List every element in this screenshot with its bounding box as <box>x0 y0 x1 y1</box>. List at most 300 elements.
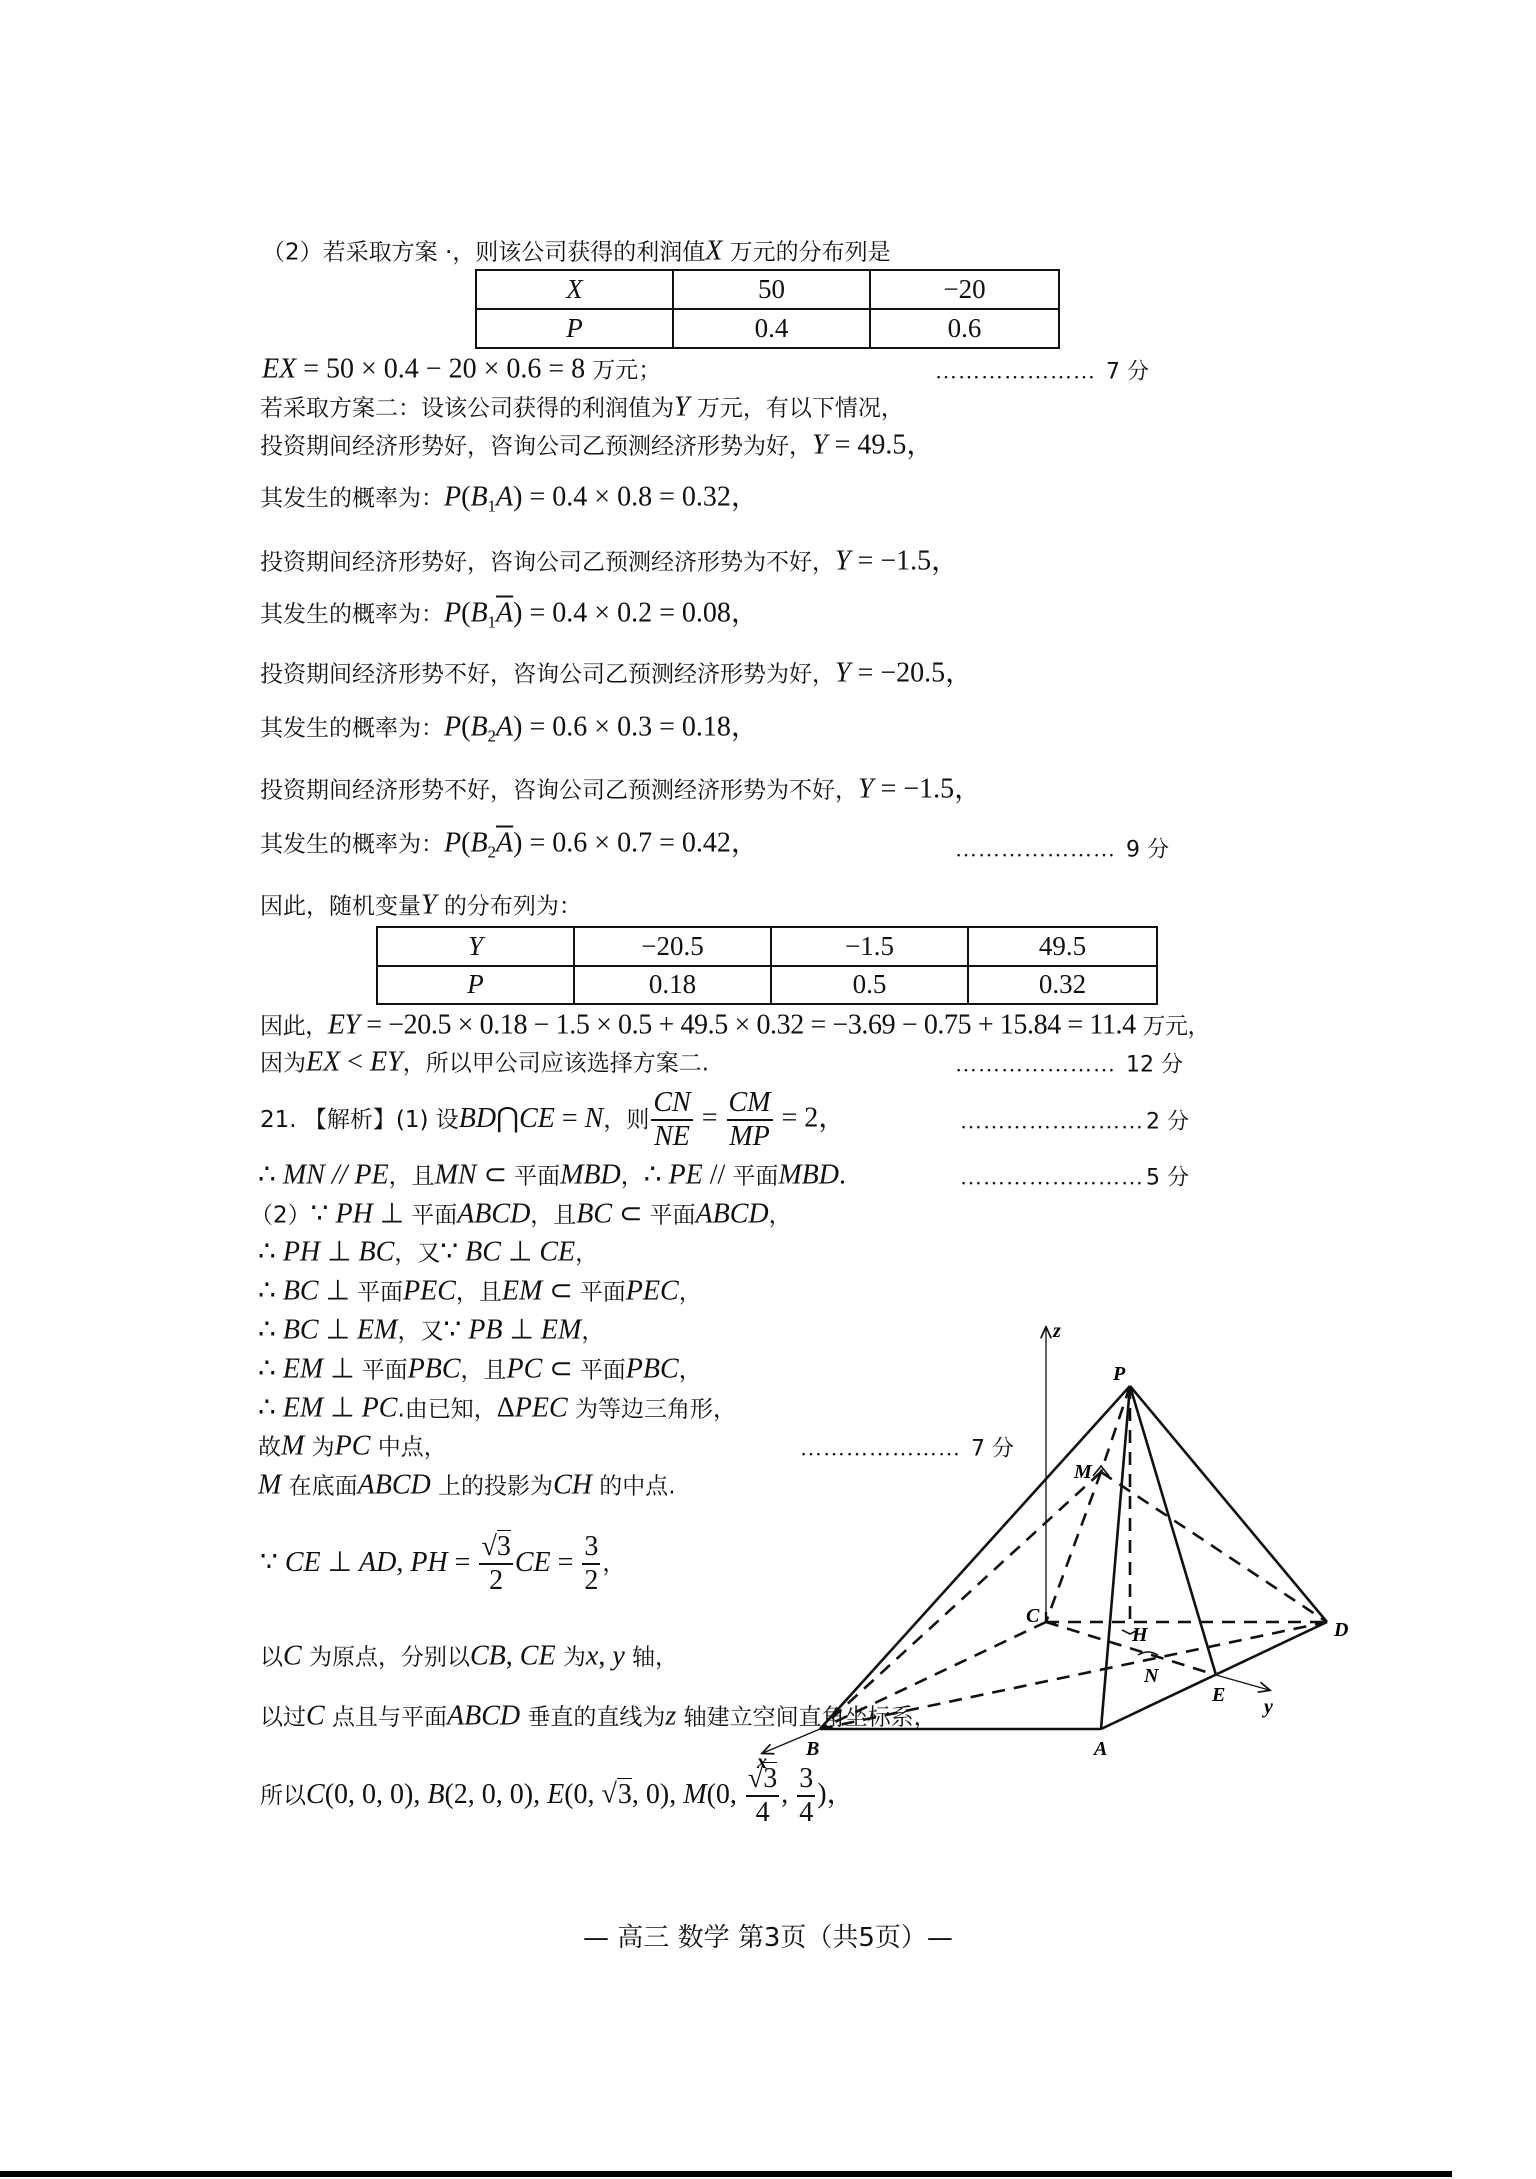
text-segment: ABCD <box>357 1469 431 1501</box>
table-cell: 0.18 <box>574 966 771 1005</box>
text-segment: Δ <box>496 1392 515 1424</box>
text-segment: 1 <box>487 496 497 516</box>
text-segment: ) = 0.4 × 0.8 = 0.32， <box>513 481 759 513</box>
q21-suffix: = 2， <box>774 1102 847 1134</box>
text-segment: ∴ <box>258 1275 283 1307</box>
text-segment: = −1.5， <box>850 545 960 577</box>
text-segment: CE <box>539 1236 576 1268</box>
score-5 <box>960 1161 1189 1192</box>
fraction-numerator <box>479 1531 512 1565</box>
text-segment: 平面 <box>514 1163 561 1190</box>
text-segment: ⊂ <box>542 1353 580 1385</box>
text-segment: ABCD <box>695 1198 769 1230</box>
text-segment: ( <box>461 827 471 859</box>
text-segment: = −1.5， <box>873 773 983 805</box>
table-cell: 0.32 <box>968 966 1157 1005</box>
label-n: N <box>1144 1665 1159 1687</box>
fraction-numerator: 3 <box>582 1531 600 1565</box>
fraction-denominator: 2 <box>584 1565 599 1596</box>
ph-line-prefix <box>260 1548 477 1577</box>
text-segment: PBC <box>407 1353 461 1385</box>
text-segment: 点且与平面 <box>324 1704 447 1731</box>
text-segment: BC <box>282 1275 319 1307</box>
table-cell: 0.5 <box>771 966 968 1005</box>
text-segment: ，且 <box>460 1357 507 1384</box>
part2-intro <box>262 237 891 268</box>
text-segment: CE <box>514 1546 551 1578</box>
text-segment: 投资期间经济形势不好，咨询公司乙预测经济形势为好， <box>260 661 835 688</box>
text-segment: = −20.5， <box>850 657 974 689</box>
text-segment: PC <box>334 1430 371 1462</box>
prob2-line <box>260 599 759 638</box>
text-segment: EY <box>370 1046 403 1078</box>
case4-line <box>260 775 982 806</box>
text-segment: PC <box>506 1353 543 1385</box>
text-segment: ) = 0.6 × 0.3 = 0.18， <box>513 711 759 743</box>
text-segment: ABCD <box>447 1700 521 1732</box>
text-segment: (2, 0, 0), <box>444 1778 548 1810</box>
text-segment: EM <box>282 1353 324 1385</box>
text-segment: EY <box>327 1009 360 1041</box>
text-segment: 的中点. <box>591 1473 676 1500</box>
score-points: 5 分 <box>1146 1165 1189 1191</box>
text-segment: C <box>283 1640 302 1672</box>
text-segment: X <box>705 235 723 267</box>
text-segment: B <box>470 481 488 513</box>
text-segment: < <box>340 1046 371 1078</box>
table-cell: 49.5 <box>968 927 1157 966</box>
text-segment: ⊥ <box>502 1314 541 1346</box>
text-segment: z <box>665 1700 677 1732</box>
plan2-line <box>260 393 904 424</box>
edge-pd <box>1130 1386 1327 1622</box>
fraction-denominator: 2 <box>489 1565 504 1596</box>
score-points: 9 分 <box>1126 837 1169 863</box>
coords-suffix: )， <box>817 1778 855 1810</box>
text-segment: 万元， <box>1142 1013 1211 1040</box>
text-segment: ⊂ <box>612 1198 650 1230</box>
table-row <box>476 270 1059 309</box>
segment-mc <box>1046 1472 1101 1622</box>
ey-line <box>260 1011 1210 1042</box>
proof-line-3 <box>258 1277 702 1308</box>
equals-sign: = <box>694 1102 725 1134</box>
fraction-numerator: CM <box>727 1087 773 1121</box>
text-segment: ⊂ <box>542 1275 580 1307</box>
text-segment: ， <box>581 1318 605 1345</box>
label-c: C <box>1026 1605 1040 1627</box>
text-segment: EM <box>357 1314 398 1346</box>
table-row <box>476 309 1059 348</box>
text-segment: = 49.5， <box>827 429 935 461</box>
text-segment: 平面 <box>732 1163 779 1190</box>
text-segment: EM <box>540 1314 582 1346</box>
text-segment: BC <box>282 1314 319 1346</box>
text-segment: // <box>702 1159 733 1191</box>
score-2 <box>960 1105 1189 1136</box>
score-points: 7 分 <box>971 1436 1014 1462</box>
fraction-numerator: CN <box>651 1087 692 1121</box>
text-segment: C <box>306 1778 325 1810</box>
label-e: E <box>1212 1684 1226 1706</box>
text-segment: ⊥ <box>320 1546 359 1578</box>
text-segment: ，且 <box>388 1163 435 1190</box>
fraction-3-over-4 <box>797 1763 815 1829</box>
text-segment: ， <box>678 1357 702 1384</box>
q21-line <box>260 1087 846 1153</box>
proof-line-8 <box>258 1471 676 1502</box>
distribution-table-y <box>376 926 1158 1005</box>
text-segment: ， <box>678 1279 702 1306</box>
text-segment: 万元的分布列是 <box>722 239 891 266</box>
mn-parallel-line <box>258 1161 846 1192</box>
text-segment: ABCD <box>457 1198 531 1230</box>
text-segment: 因此，随机变量 <box>260 893 421 920</box>
sqrt-3 <box>602 1778 632 1810</box>
text-segment: (0, <box>706 1778 744 1810</box>
fraction-sqrt3-over-2 <box>479 1531 512 1597</box>
text-segment: $\overline{A}$ <box>496 827 514 859</box>
text-segment: ⊥ <box>372 1198 412 1230</box>
text-segment: P <box>444 481 462 513</box>
text-segment: 所以 <box>260 1782 306 1809</box>
text-segment: Y <box>835 545 851 577</box>
segment-ce <box>1046 1622 1216 1675</box>
text-segment: PH <box>335 1198 373 1230</box>
proof-line-7 <box>258 1432 447 1463</box>
text-segment: A <box>496 481 514 513</box>
text-segment: EM <box>501 1275 543 1307</box>
table-cell: 50 <box>673 270 870 309</box>
distribution-table-x <box>475 269 1060 349</box>
text-segment: BD <box>458 1102 497 1134</box>
text-segment: 其发生的概率为： <box>260 831 444 858</box>
sqrt-radicand: 3 <box>617 1778 632 1810</box>
score-9 <box>955 833 1169 864</box>
text-segment: ，所以甲公司应该选择方案二. <box>402 1050 710 1077</box>
text-segment: (0, 0, 0), <box>324 1778 428 1810</box>
text-segment: 因此， <box>260 1013 328 1040</box>
text-segment: EX <box>306 1046 341 1078</box>
text-segment: E <box>547 1778 565 1810</box>
proof-line-1 <box>250 1200 792 1231</box>
text-segment: PE <box>668 1159 703 1191</box>
text-segment: MN // PE <box>282 1159 389 1191</box>
text-segment: = 50 × 0.4 − 20 × 0.6 = 8 <box>296 353 593 385</box>
label-x: x <box>757 1751 767 1770</box>
axes-line <box>260 1642 678 1673</box>
text-segment: 平面 <box>649 1202 696 1229</box>
text-segment: ∵ <box>443 1314 469 1346</box>
ph-length-line <box>260 1531 625 1597</box>
sqrt-radicand: 3 <box>496 1531 511 1562</box>
text-segment: B <box>470 827 488 859</box>
q21-prefix <box>260 1104 649 1133</box>
text-segment: MBD <box>778 1159 839 1191</box>
table-cell: 0.6 <box>870 309 1059 348</box>
text-segment: ∴ <box>258 1159 283 1191</box>
table-cell: −20 <box>870 270 1059 309</box>
table-row <box>377 966 1157 1005</box>
text-segment: = −20.5 × 0.18 − 1.5 × 0.5 + 49.5 × 0.32 = −3.69 − 0.75 + 15.84 = 11.4 <box>359 1009 1143 1041</box>
text-segment: Y <box>835 657 851 689</box>
label-p: P <box>1113 1363 1126 1385</box>
text-segment: CE <box>519 1102 555 1134</box>
sqrt-sign: √ <box>481 1531 497 1562</box>
text-segment: , <box>598 1640 613 1672</box>
text-segment: x <box>585 1640 599 1672</box>
text-segment: P <box>444 711 462 743</box>
label-m: M <box>1074 1461 1092 1483</box>
text-segment: , <box>505 1640 520 1672</box>
text-segment: MBD <box>560 1159 621 1191</box>
table-cell: −1.5 <box>771 927 968 966</box>
label-d: D <box>1334 1619 1349 1641</box>
ph-line-mid <box>515 1548 581 1577</box>
text-segment: ∴ <box>258 1236 283 1268</box>
text-segment: ，且 <box>455 1279 502 1306</box>
text-segment: 中点， <box>370 1434 447 1461</box>
text-segment: ∴ <box>258 1353 283 1385</box>
prob3-line <box>260 713 759 752</box>
label-z: z <box>1053 1320 1061 1342</box>
text-segment: CH <box>553 1469 592 1501</box>
text-segment: ⊥ <box>320 1236 359 1268</box>
text-segment: 因为 <box>260 1050 306 1077</box>
table-row <box>377 927 1157 966</box>
text-segment: M <box>258 1469 282 1501</box>
coords-mid <box>632 1780 744 1809</box>
text-segment: , <box>396 1546 411 1578</box>
text-segment: PBC <box>625 1353 679 1385</box>
text-segment: 轴建立空间直角坐标系， <box>676 1704 937 1731</box>
text-segment: 在底面 <box>281 1473 358 1500</box>
text-segment: 为等边三角形， <box>567 1396 736 1423</box>
text-segment: ，又 <box>397 1318 444 1345</box>
text-segment: PC <box>361 1392 398 1424</box>
text-segment: M <box>683 1778 707 1810</box>
case3-line <box>260 659 973 690</box>
text-segment: BC <box>358 1236 395 1268</box>
text-segment: EM <box>282 1392 324 1424</box>
text-segment: 为原点，分别以 <box>301 1644 470 1671</box>
text-segment: Y <box>812 429 828 461</box>
text-segment: 万元； <box>592 357 662 384</box>
text-segment: = <box>554 1102 585 1134</box>
text-segment: 上的投影为 <box>430 1473 554 1500</box>
text-segment: ， <box>575 1240 599 1267</box>
text-segment: ∴ <box>643 1159 669 1191</box>
table-cell: −20.5 <box>574 927 771 966</box>
text-segment: PB <box>468 1314 503 1346</box>
text-segment: , 0), <box>631 1778 684 1810</box>
text-segment: Y <box>421 889 437 921</box>
text-segment: ， <box>768 1202 792 1229</box>
text-segment: PEC <box>514 1392 568 1424</box>
pyramid-figure <box>740 1300 1380 1770</box>
text-segment: C <box>306 1700 325 1732</box>
text-segment: BC <box>465 1236 501 1268</box>
table-header-cell: P <box>476 309 673 348</box>
fraction-denominator: 4 <box>799 1797 814 1828</box>
text-segment: ⊥ <box>318 1314 357 1346</box>
text-segment: 21. 【解析】(1) 设 <box>260 1106 459 1133</box>
text-segment: 投资期间经济形势好，咨询公司乙预测经济形势为好， <box>260 433 812 460</box>
text-segment: 平面 <box>579 1279 626 1306</box>
page-footer: — 高三 数学 第3页（共5页）— <box>583 1923 953 1953</box>
text-segment: 的分布列为： <box>436 893 582 920</box>
table-header-cell: X <box>476 270 673 309</box>
text-segment: 为 <box>555 1644 586 1671</box>
text-segment: Y <box>858 773 874 805</box>
text-segment: ， <box>620 1163 644 1190</box>
text-segment: 平面 <box>357 1279 403 1306</box>
text-segment: ∵ <box>440 1236 466 1268</box>
text-segment: PEC <box>625 1275 679 1307</box>
text-segment: 投资期间经济形势不好，咨询公司乙预测经济形势为不好， <box>260 777 858 804</box>
text-segment: ( <box>461 711 471 743</box>
text-segment: ( <box>461 597 471 629</box>
text-segment: 投资期间经济形势好，咨询公司乙预测经济形势为不好， <box>260 549 835 576</box>
text-segment: y <box>612 1640 625 1672</box>
proof-line-4 <box>258 1316 604 1347</box>
score-dots: ………………… <box>955 836 1116 862</box>
fraction-denominator: NE <box>654 1121 690 1152</box>
table-header-cell: P <box>377 966 574 1005</box>
text-segment: ) = 0.6 × 0.7 = 0.42， <box>513 827 759 859</box>
edge-pa <box>1101 1386 1130 1729</box>
text-segment: 其发生的概率为： <box>260 715 444 742</box>
score-points: 7 分 <box>1106 359 1149 385</box>
text-segment: ，则 <box>603 1106 650 1133</box>
text-segment: 2 <box>487 726 497 746</box>
text-segment: PH <box>410 1546 448 1578</box>
sqrt-sign: √ <box>747 1763 764 1794</box>
text-segment: P <box>444 827 462 859</box>
text-segment: Y <box>674 391 690 423</box>
text-segment: ⊥ <box>323 1353 362 1385</box>
edge-cb <box>820 1622 1046 1729</box>
fraction-denominator: MP <box>729 1121 770 1152</box>
text-segment: ⊥ <box>318 1275 357 1307</box>
score-dots: ………………… <box>955 1051 1116 1077</box>
segment-mb <box>820 1472 1101 1729</box>
text-segment: ∴ <box>258 1314 283 1346</box>
fraction-numerator: 3 <box>797 1763 815 1797</box>
proof-line-2 <box>258 1238 598 1269</box>
distribution-y-intro <box>260 891 582 922</box>
segment-md <box>1101 1472 1327 1622</box>
text-segment: AD <box>359 1546 397 1578</box>
text-segment: ∵ <box>260 1546 285 1578</box>
table-header-cell: Y <box>377 927 574 966</box>
label-h: H <box>1132 1624 1148 1646</box>
text-segment: 若采取方案二：设该公司获得的利润值为 <box>260 395 674 422</box>
sqrt-sign: √ <box>601 1778 617 1810</box>
text-segment: ( <box>461 481 471 513</box>
text-segment: 平面 <box>411 1202 458 1229</box>
text-segment: N <box>584 1102 604 1134</box>
fraction-cn-ne <box>651 1087 692 1153</box>
text-segment: ⋂ <box>496 1102 520 1134</box>
text-segment: 万元，有以下情况， <box>689 395 904 422</box>
text-segment: 以过 <box>260 1704 306 1731</box>
text-segment: 故 <box>258 1434 281 1461</box>
text-segment: 其发生的概率为： <box>260 485 444 512</box>
text-segment: (0, <box>564 1778 602 1810</box>
coordinates-line <box>260 1763 855 1829</box>
text-segment: ⊂ <box>476 1159 515 1191</box>
text-segment: （2） <box>250 1202 311 1229</box>
score-12 <box>955 1048 1183 1079</box>
text-segment: 2 <box>487 842 497 862</box>
text-segment: M <box>281 1430 305 1462</box>
text-segment: 1 <box>487 612 497 632</box>
text-segment: 垂直的直线为 <box>520 1704 666 1731</box>
text-segment: EX <box>262 353 297 385</box>
label-b: B <box>806 1738 820 1760</box>
case1-line <box>260 431 934 462</box>
text-segment: = <box>447 1546 478 1578</box>
text-segment: BC <box>576 1198 613 1230</box>
fraction-sqrt3-over-4 <box>746 1763 779 1829</box>
text-segment: 为 <box>304 1434 335 1461</box>
text-segment: ∴ <box>258 1392 283 1424</box>
text-segment: 以 <box>260 1644 283 1671</box>
comma: , <box>781 1778 796 1810</box>
text-segment: 平面 <box>361 1357 408 1384</box>
text-segment: ，又 <box>394 1240 441 1267</box>
sqrt-radicand: 3 <box>763 1763 778 1794</box>
score-dots: ………………… <box>935 358 1096 384</box>
text-segment: B <box>427 1778 445 1810</box>
ex-line <box>262 355 661 386</box>
text-segment: ∵ <box>310 1198 336 1230</box>
score-dots: ………………… <box>800 1435 961 1461</box>
proof-line-6 <box>258 1394 736 1425</box>
text-segment: ，且 <box>530 1202 577 1229</box>
text-segment: PEC <box>403 1275 456 1307</box>
text-segment: 轴， <box>624 1644 679 1671</box>
compare-line <box>260 1048 709 1079</box>
text-segment: CE <box>519 1640 556 1672</box>
segment-bd <box>820 1622 1327 1729</box>
case2-line <box>260 547 959 578</box>
text-segment: .由已知， <box>397 1396 497 1423</box>
prob4-line <box>260 829 759 868</box>
fraction-3-over-2 <box>582 1531 600 1597</box>
text-segment: 其发生的概率为： <box>260 601 444 628</box>
text-segment: CE <box>284 1546 321 1578</box>
proof-line-5 <box>258 1355 702 1386</box>
score-points: 12 分 <box>1126 1052 1183 1078</box>
text-segment: PH <box>282 1236 321 1268</box>
edge-pb <box>820 1386 1130 1729</box>
text-segment: = <box>550 1546 581 1578</box>
text-segment: MN <box>434 1159 477 1191</box>
text-segment: CB <box>470 1640 506 1672</box>
score-dots: …………………… <box>960 1164 1144 1190</box>
fraction-denominator: 4 <box>755 1797 770 1828</box>
label-y: y <box>1264 1696 1273 1718</box>
fraction-cm-mp <box>727 1087 773 1153</box>
table-cell: 0.4 <box>673 309 870 348</box>
text-segment: P <box>444 597 462 629</box>
text-segment: ) = 0.4 × 0.2 = 0.08， <box>513 597 759 629</box>
coords-prefix <box>260 1780 602 1809</box>
bottom-rule <box>0 2171 1452 2177</box>
score-dots: …………………… <box>960 1108 1144 1134</box>
